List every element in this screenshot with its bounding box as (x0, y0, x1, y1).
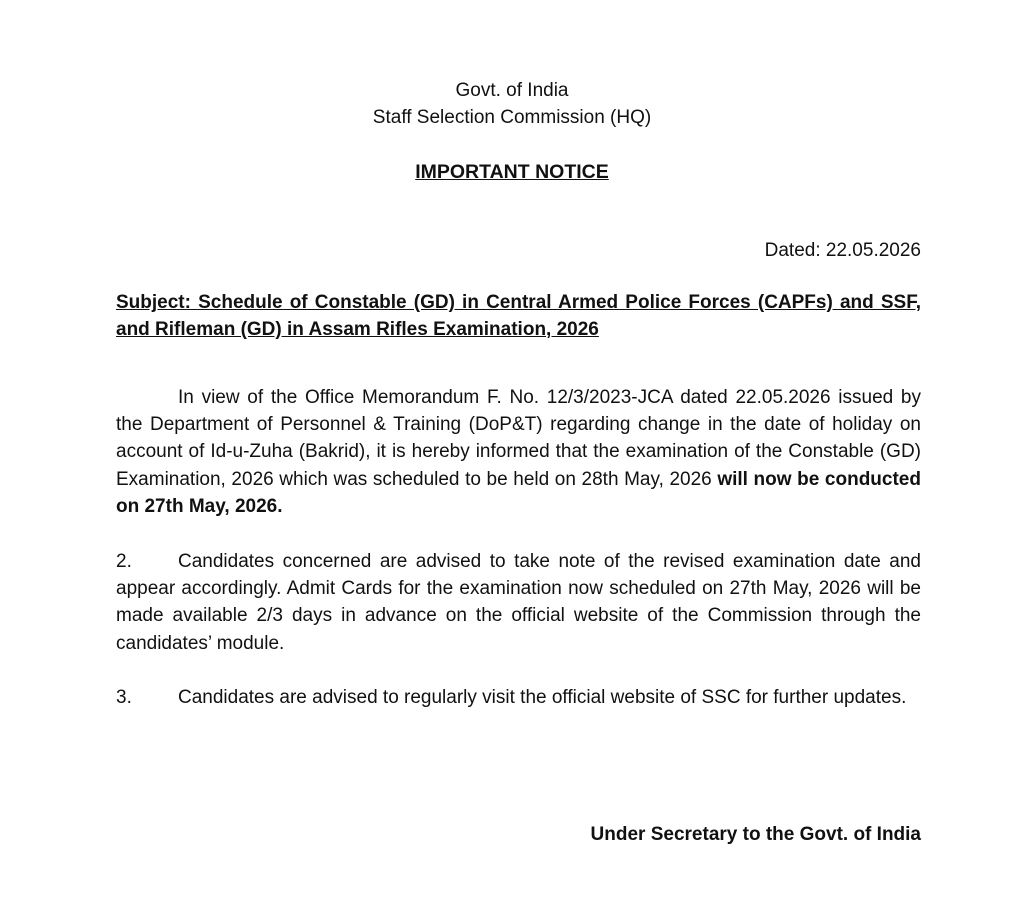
notice-date: Dated: 22.05.2026 (764, 240, 921, 261)
signature-designation: Under Secretary to the Govt. of India (590, 824, 921, 845)
header-commission-name: Staff Selection Commission (HQ) (372, 107, 652, 128)
notice-title: IMPORTANT NOTICE (415, 161, 609, 183)
paragraph-3-text: Candidates are advised to regularly visit the official website of SSC for further updates. (178, 687, 907, 708)
paragraph-1-bold-text: will now be conducted on 27th May, 2026. (116, 468, 921, 517)
paragraph-2-text: Candidates concerned are advised to take note of the revised examination date and appear accordingly. Admit Cards for the examination now scheduled on 27th May, 2026 will be made available 2/3 days in advance on the official website of the Commission through the candidates’ module. (116, 551, 921, 654)
paragraph-1 (116, 384, 921, 520)
paragraph-1-text: In view of the Office Memorandum F. No. 12/3/2023-JCA dated 22.05.2026 issued by the Department of Personnel & Training (DoP&T) regarding change in the date of holiday on account of Id-u-Zuha (Bakrid), it is hereby informed that the examination of the Constable (GD) Examination, 2026 which was scheduled to be held on 28th May, 2026 (116, 387, 921, 490)
paragraph-3 (116, 684, 921, 711)
paragraph-3-number: 3. (116, 687, 132, 708)
paragraph-2 (116, 548, 921, 657)
notice-subject (116, 289, 921, 343)
paragraph-2-number: 2. (116, 551, 132, 572)
notice-subject-text: Subject: Schedule of Constable (GD) in Central Armed Police Forces (CAPFs) and SSF, and Rifleman (GD) in Assam Rifles Examination, 2026 (116, 292, 921, 340)
header-govt-of-india: Govt. of India (455, 80, 569, 101)
